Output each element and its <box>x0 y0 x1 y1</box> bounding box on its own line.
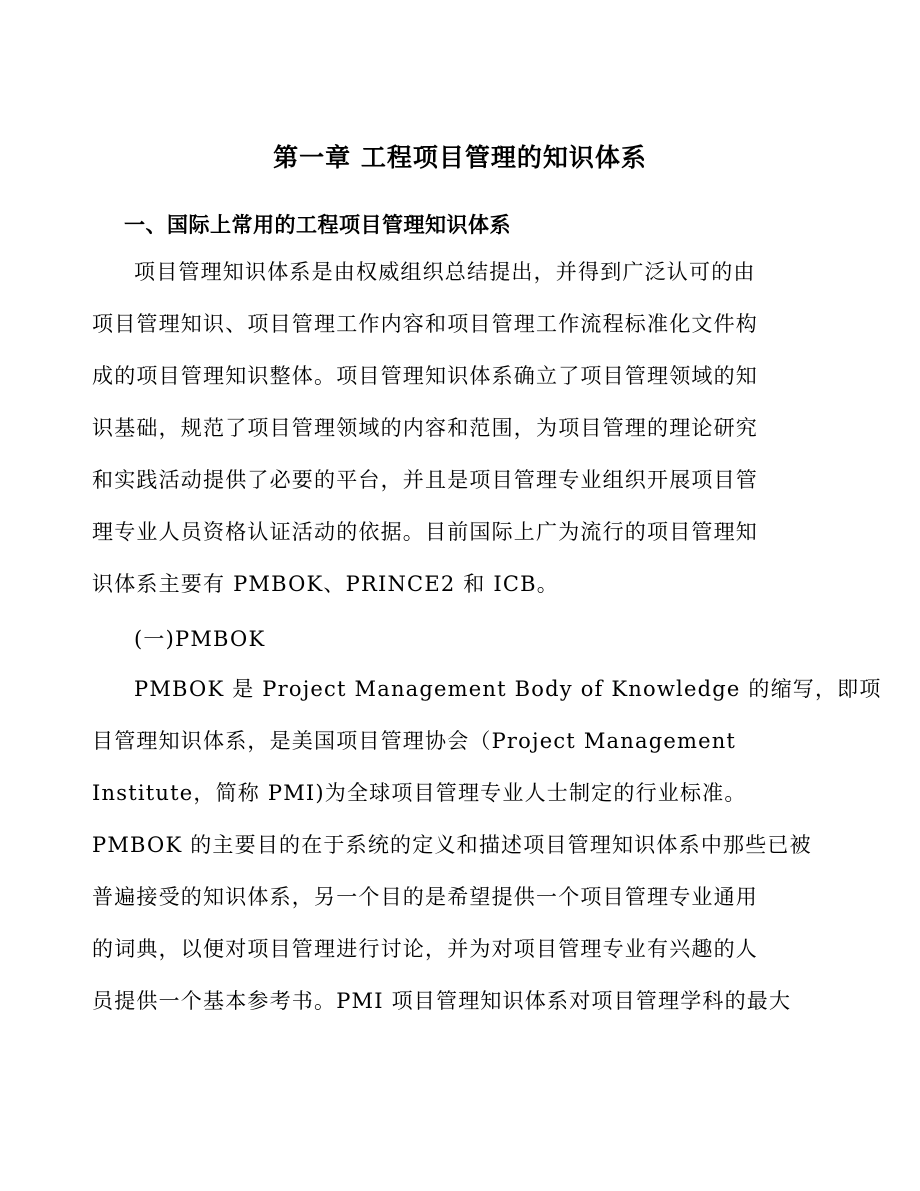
paragraph-line: PMBOK 是 Project Management Body of Knowledge 的缩写，即项 <box>134 677 882 701</box>
paragraph-line: 识基础，规范了项目管理领域的内容和范围，为项目管理的理论研究 <box>92 416 758 440</box>
paragraph-line: 员提供一个基本参考书。PMI 项目管理知识体系对项目管理学科的最大 <box>92 989 792 1013</box>
paragraph-line: Institute，简称 PMI)为全球项目管理专业人士制定的行业标准。 <box>92 781 747 805</box>
subheading: (一)PMBOK <box>134 627 266 651</box>
paragraph-line: 理专业人员资格认证活动的依据。目前国际上广为流行的项目管理知 <box>92 520 758 544</box>
paragraph-line: 普遍接受的知识体系，另一个目的是希望提供一个项目管理专业通用 <box>92 885 758 909</box>
paragraph-line: 的词典，以便对项目管理进行讨论，并为对项目管理专业有兴趣的人 <box>92 937 758 961</box>
chapter-title: 第一章 工程项目管理的知识体系 <box>273 143 647 172</box>
paragraph-line: 目管理知识体系，是美国项目管理协会（Project Management <box>92 729 737 753</box>
paragraph-line: 项目管理知识、项目管理工作内容和项目管理工作流程标准化文件构 <box>92 312 758 336</box>
paragraph-line: 项目管理知识体系是由权威组织总结提出，并得到广泛认可的由 <box>134 260 756 284</box>
paragraph-line: PMBOK 的主要目的在于系统的定义和描述项目管理知识体系中那些已被 <box>92 833 812 857</box>
paragraph-line: 识体系主要有 PMBOK、PRINCE2 和 ICB。 <box>92 572 559 596</box>
paragraph-line: 和实践活动提供了必要的平台，并且是项目管理专业组织开展项目管 <box>92 468 758 492</box>
section-heading: 一、国际上常用的工程项目管理知识体系 <box>124 212 511 237</box>
paragraph-line: 成的项目管理知识整体。项目管理知识体系确立了项目管理领域的知 <box>92 364 758 388</box>
